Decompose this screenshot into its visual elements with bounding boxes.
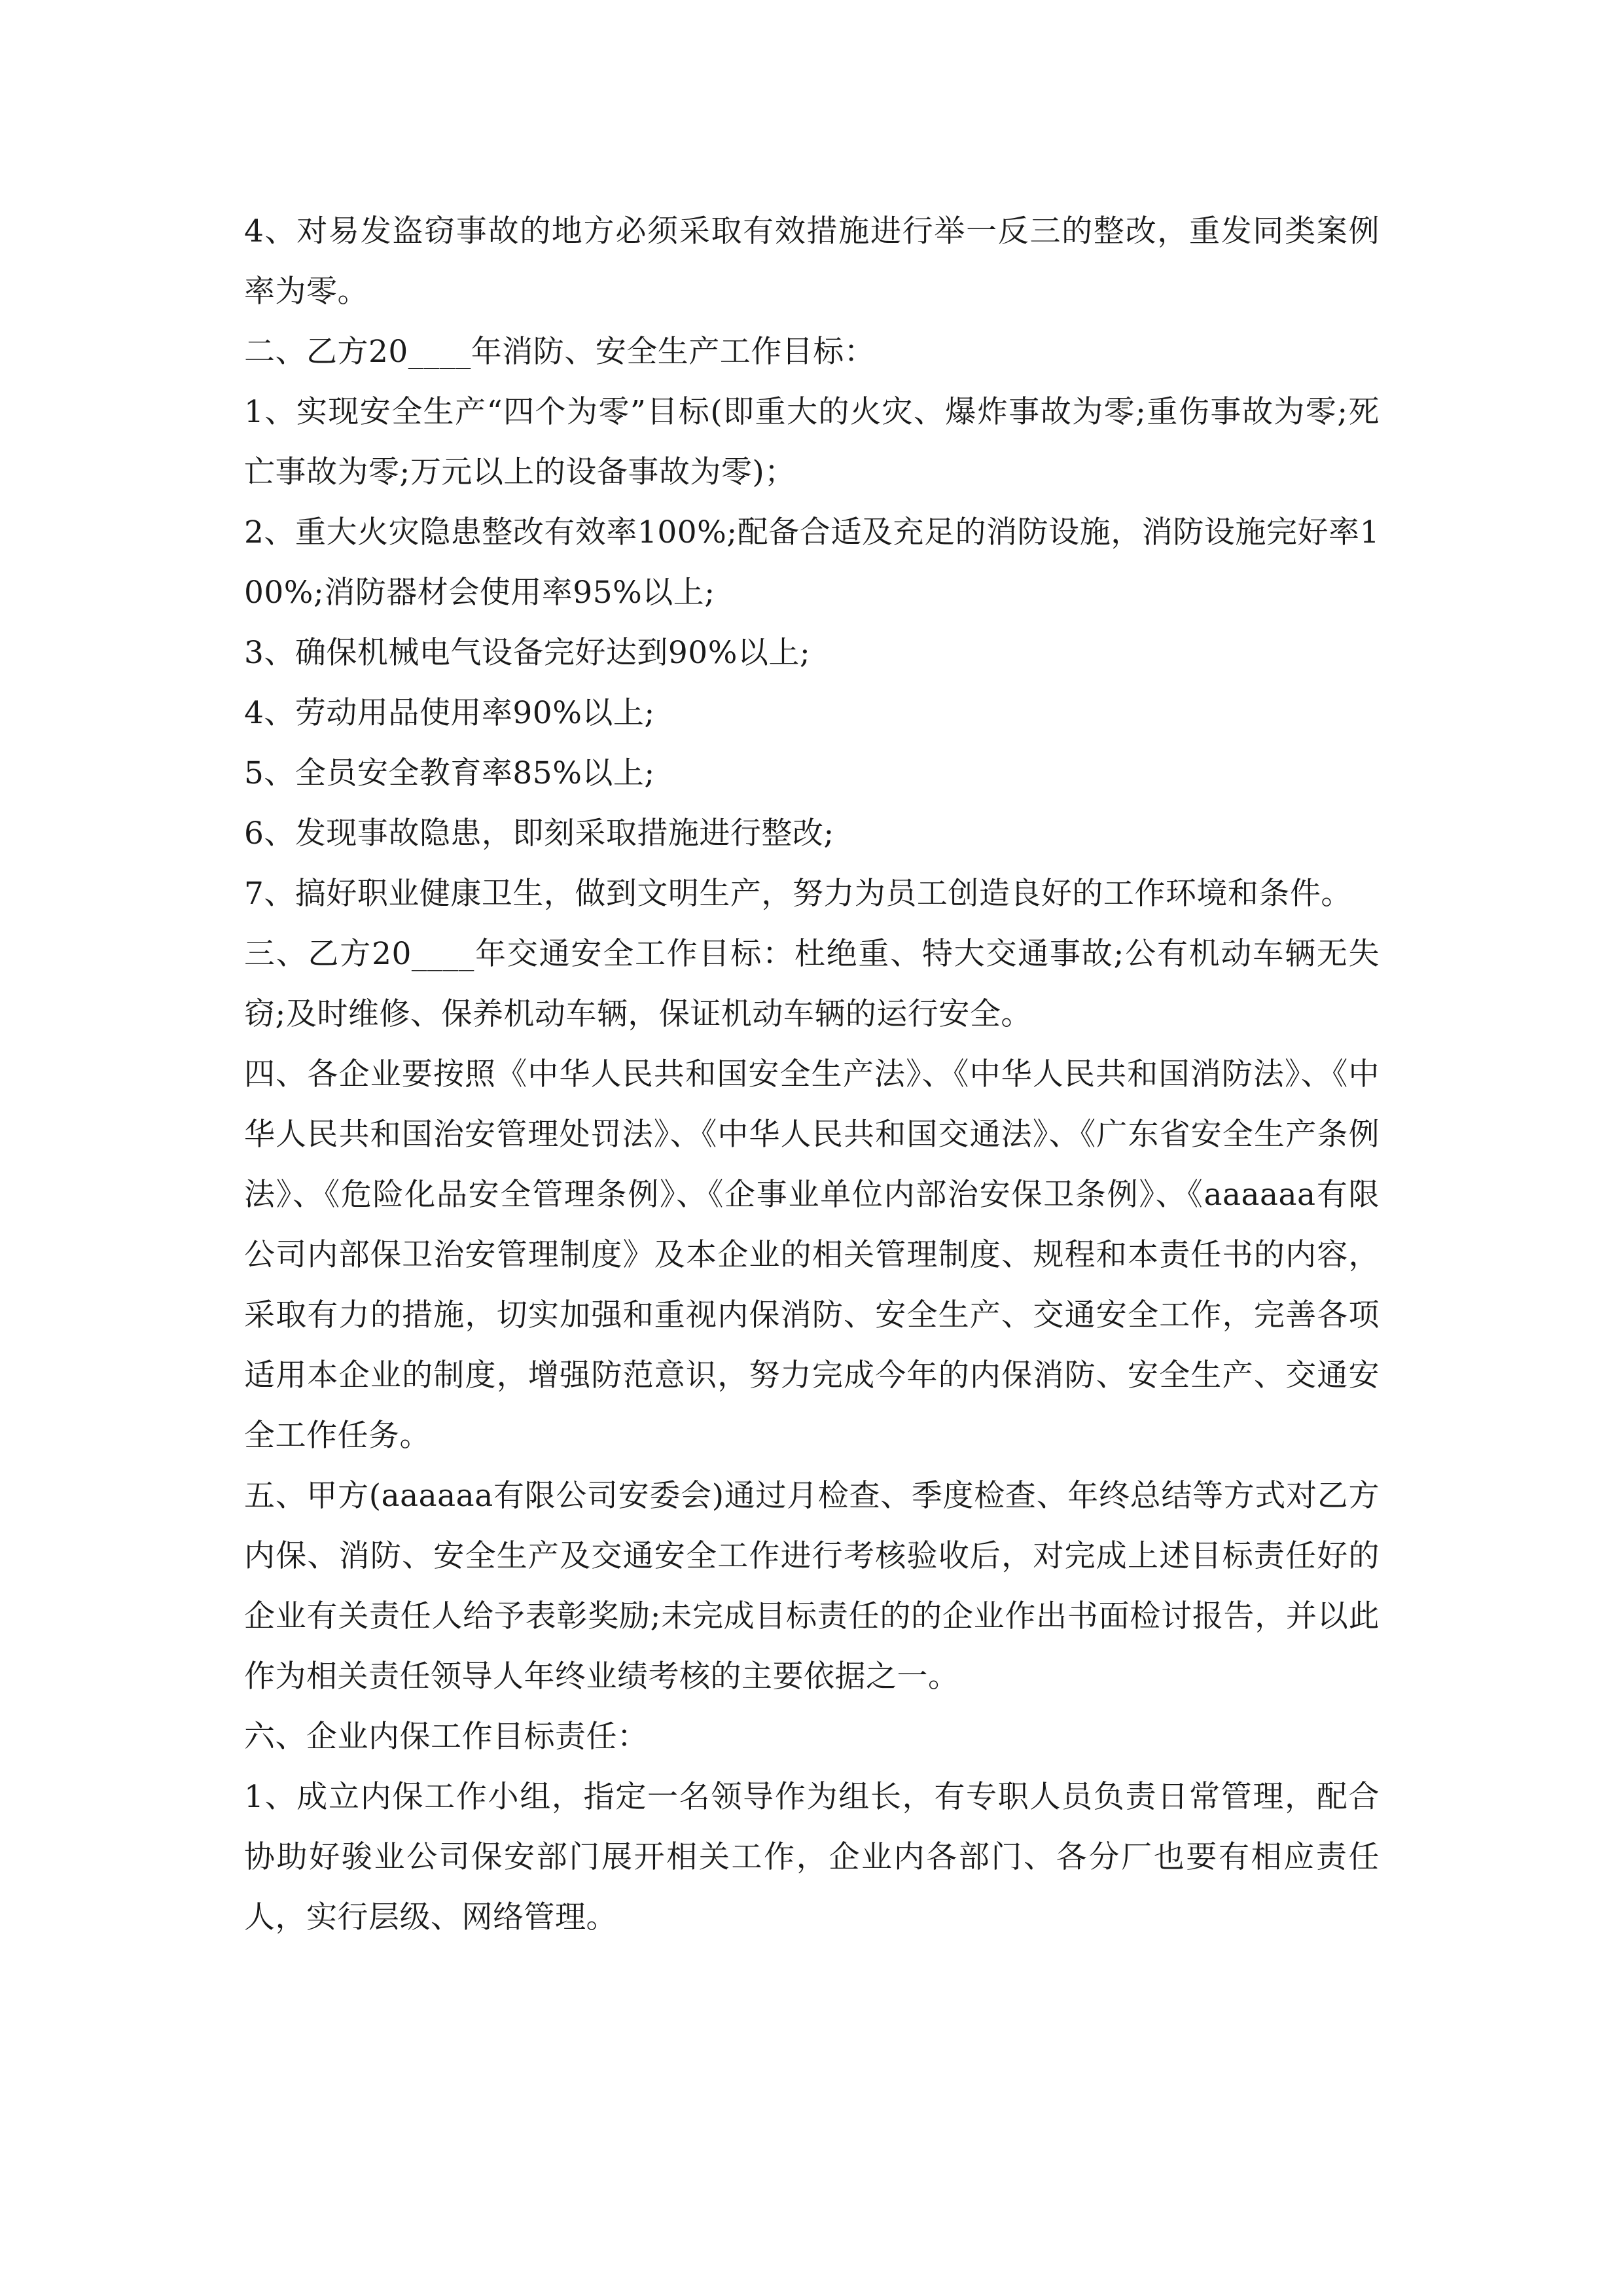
paragraph-hazard-rectification: 6、发现事故隐患，即刻采取措施进行整改; [244,816,834,852]
document-body [244,202,1380,1948]
paragraph-occupational-health: 7、搞好职业健康卫生，做到文明生产，努力为员工创造良好的工作环境和条件。 [244,876,1352,912]
paragraph-equipment-condition: 3、确保机械电气设备完好达到90%以上; [244,635,811,671]
paragraph-assessment-and-rewards: 五、甲方(aaaaaa有限公司安委会)通过月检查、季度检查、年终总结等方式对乙方内保、消防、安全生产及交通安全工作进行考核验收后，对完成上述目标责任好的企业有关责任人给予表彰奖励;未完成目标责任的的企业作出书面检讨报告，并以此作为相关责任领导人年终业绩考核的主要依据之一。 [244,1478,1380,1695]
paragraph-theft-rectification: 4、对易发盗窃事故的地方必须采取有效措施进行举一反三的整改，重发同类案例率为零。 [244,213,1380,310]
heading-internal-security-goals: 六、企业内保工作目标责任： [244,1719,649,1755]
paragraph-four-zero-goal: 1、实现安全生产“四个为零”目标(即重大的火灾、爆炸事故为零;重伤事故为零;死亡事故为零;万元以上的设备事故为零)； [244,394,1380,490]
paragraph-security-work-group: 1、成立内保工作小组，指定一名领导作为组长，有专职人员负责日常管理，配合协助好骏业公司保安部门展开相关工作，企业内各部门、各分厂也要有相应责任人，实行层级、网络管理。 [244,1779,1380,1935]
heading-fire-safety-goals: 二、乙方20____年消防、安全生产工作目标： [244,334,876,370]
paragraph-laws-and-regulations: 四、各企业要按照《中华人民共和国安全生产法》、《中华人民共和国消防法》、《中华人民共和国治安管理处罚法》、《中华人民共和国交通法》、《广东省安全生产条例法》、《危险化品安全管理条例》、《企事业单位内部治安保卫条例》、《aaaaaa有限公司内部保卫治安管理制度》及本企业的相关管理制度、规程和本责任书的内容，采取有力的措施，切实加强和重视内保消防、安全生产、交通安全工作，完善各项适用本企业的制度，增强防范意识，努力完成今年的内保消防、安全生产、交通安全工作任务。 [244,1056,1380,1454]
paragraph-protective-equipment: 4、劳动用品使用率90%以上; [244,695,655,731]
paragraph-fire-hazard-rectification: 2、重大火灾隐患整改有效率100%;配备合适及充足的消防设施，消防设施完好率100%;消防器材会使用率95%以上; [244,514,1380,611]
paragraph-safety-education: 5、全员安全教育率85%以上; [244,755,655,791]
paragraph-traffic-safety-goals: 三、乙方20____年交通安全工作目标：杜绝重、特大交通事故;公有机动车辆无失窃;及时维修、保养机动车辆，保证机动车辆的运行安全。 [244,936,1380,1032]
